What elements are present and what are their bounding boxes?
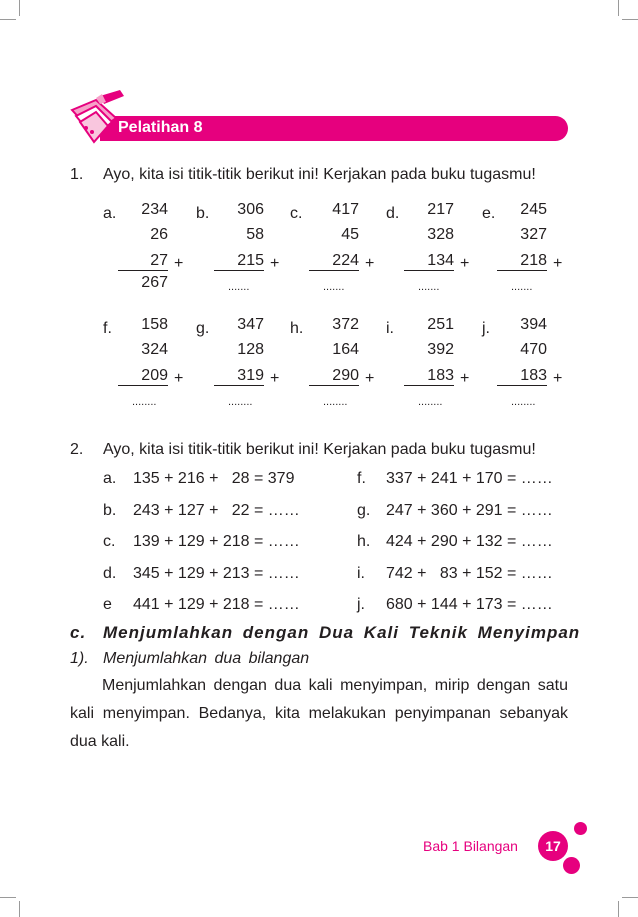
plus-sign: + — [270, 370, 280, 387]
problem-label: h. — [290, 320, 304, 337]
plus-sign: + — [553, 370, 563, 387]
crop-mark — [622, 897, 638, 898]
problem-label: c. — [290, 205, 303, 222]
result-blank: ....... — [418, 281, 440, 293]
page-title: Pelatihan 8 — [118, 119, 203, 136]
addend: 324 — [141, 341, 168, 358]
result-blank: ....... — [511, 281, 533, 293]
addend-underlined: 319 — [214, 367, 264, 386]
section-heading: Menjumlahkan dengan Dua Kali Teknik Menyimpan — [103, 623, 581, 642]
equation-label: b. — [103, 502, 117, 519]
subsection-label: 1). — [70, 650, 89, 667]
equation-label: h. — [357, 533, 371, 550]
result-blank: ........ — [418, 396, 443, 408]
equation-text: 337 + 241 + 170 = …… — [386, 470, 553, 487]
crop-mark — [19, 0, 20, 16]
equation-label: e — [103, 596, 112, 613]
equation-text: 345 + 129 + 213 = …… — [133, 565, 300, 582]
addend-underlined: 215 — [214, 252, 264, 271]
equation-text: 247 + 360 + 291 = …… — [386, 502, 553, 519]
equation-label: g. — [357, 502, 371, 519]
problem-label: f. — [103, 320, 112, 337]
addend: 470 — [520, 341, 547, 358]
addend-underlined: 183 — [497, 367, 547, 386]
plus-sign: + — [460, 370, 470, 387]
equation-label: j. — [357, 596, 365, 613]
addend-underlined: 209 — [118, 367, 168, 386]
plus-sign: + — [174, 255, 184, 272]
equation-text: 680 + 144 + 173 = …… — [386, 596, 553, 613]
plus-sign: + — [365, 255, 375, 272]
problem-label: g. — [196, 320, 210, 337]
crop-mark — [0, 19, 16, 20]
equation-text: 139 + 129 + 218 = …… — [133, 533, 300, 550]
addend-underlined: 27 — [118, 252, 168, 271]
subsection-heading: Menjumlahkan dua bilangan — [103, 650, 310, 667]
problem-label: b. — [196, 205, 210, 222]
addend: 372 — [332, 316, 359, 333]
addend: 217 — [427, 201, 454, 218]
addend: 394 — [520, 316, 547, 333]
result: 267 — [141, 274, 168, 291]
addend-underlined: 224 — [309, 252, 359, 271]
crop-mark — [618, 901, 619, 917]
problem-label: a. — [103, 205, 117, 222]
plus-sign: + — [553, 255, 563, 272]
equation-label: d. — [103, 565, 117, 582]
result-blank: ........ — [511, 396, 536, 408]
addend: 347 — [237, 316, 264, 333]
crop-mark — [622, 19, 638, 20]
addend: 328 — [427, 226, 454, 243]
equation-label: a. — [103, 470, 117, 487]
equation-text: 424 + 290 + 132 = …… — [386, 533, 553, 550]
addend: 128 — [237, 341, 264, 358]
equation-label: i. — [357, 565, 365, 582]
addend: 392 — [427, 341, 454, 358]
plus-sign: + — [174, 370, 184, 387]
addend: 417 — [332, 201, 359, 218]
equation-text: 135 + 216 + 28 = 379 — [133, 470, 295, 487]
addend: 45 — [341, 226, 359, 243]
result-blank: ....... — [323, 281, 345, 293]
equation-label: c. — [103, 533, 116, 550]
question-instruction: Ayo, kita isi titik-titik berikut ini! Kerjakan pada buku tugasmu! — [103, 441, 536, 458]
addend: 306 — [237, 201, 264, 218]
question-number: 1. — [70, 166, 84, 183]
equation-label: f. — [357, 470, 366, 487]
addend: 327 — [520, 226, 547, 243]
crop-mark — [19, 901, 20, 917]
page-number: 17 — [538, 831, 568, 861]
addend-underlined: 290 — [309, 367, 359, 386]
body-paragraph: Menjumlahkan dengan dua kali menyimpan, mirip dengan satu kali menyimpan. Bedanya, kita melakukan penyimpanan sebanyak dua kali. — [70, 677, 568, 750]
decorative-dot — [574, 822, 587, 835]
problem-label: j. — [482, 320, 490, 337]
crop-mark — [618, 0, 619, 16]
plus-sign: + — [270, 255, 280, 272]
question-number: 2. — [70, 441, 84, 458]
crop-mark — [0, 897, 16, 898]
problem-label: e. — [482, 205, 496, 222]
question-instruction: Ayo, kita isi titik-titik berikut ini! Kerjakan pada buku tugasmu! — [103, 166, 536, 183]
decorative-dot — [563, 857, 580, 874]
problem-label: d. — [386, 205, 400, 222]
addend-underlined: 134 — [404, 252, 454, 271]
chapter-label: Bab 1 Bilangan — [423, 838, 518, 854]
result-blank: ........ — [323, 396, 348, 408]
equation-text: 742 + 83 + 152 = …… — [386, 565, 553, 582]
plus-sign: + — [365, 370, 375, 387]
section-label: c. — [70, 623, 87, 642]
equation-text: 243 + 127 + 22 = …… — [133, 502, 300, 519]
result-blank: ....... — [228, 281, 250, 293]
plus-sign: + — [460, 255, 470, 272]
addend: 58 — [246, 226, 264, 243]
addend: 245 — [520, 201, 547, 218]
addend: 251 — [427, 316, 454, 333]
result-blank: ........ — [228, 396, 253, 408]
addend: 164 — [332, 341, 359, 358]
addend: 26 — [150, 226, 168, 243]
equation-text: 441 + 129 + 218 = …… — [133, 596, 300, 613]
result-blank: ........ — [132, 396, 157, 408]
problem-label: i. — [386, 320, 394, 337]
addend: 158 — [141, 316, 168, 333]
addend: 234 — [141, 201, 168, 218]
addend-underlined: 218 — [497, 252, 547, 271]
addend-underlined: 183 — [404, 367, 454, 386]
